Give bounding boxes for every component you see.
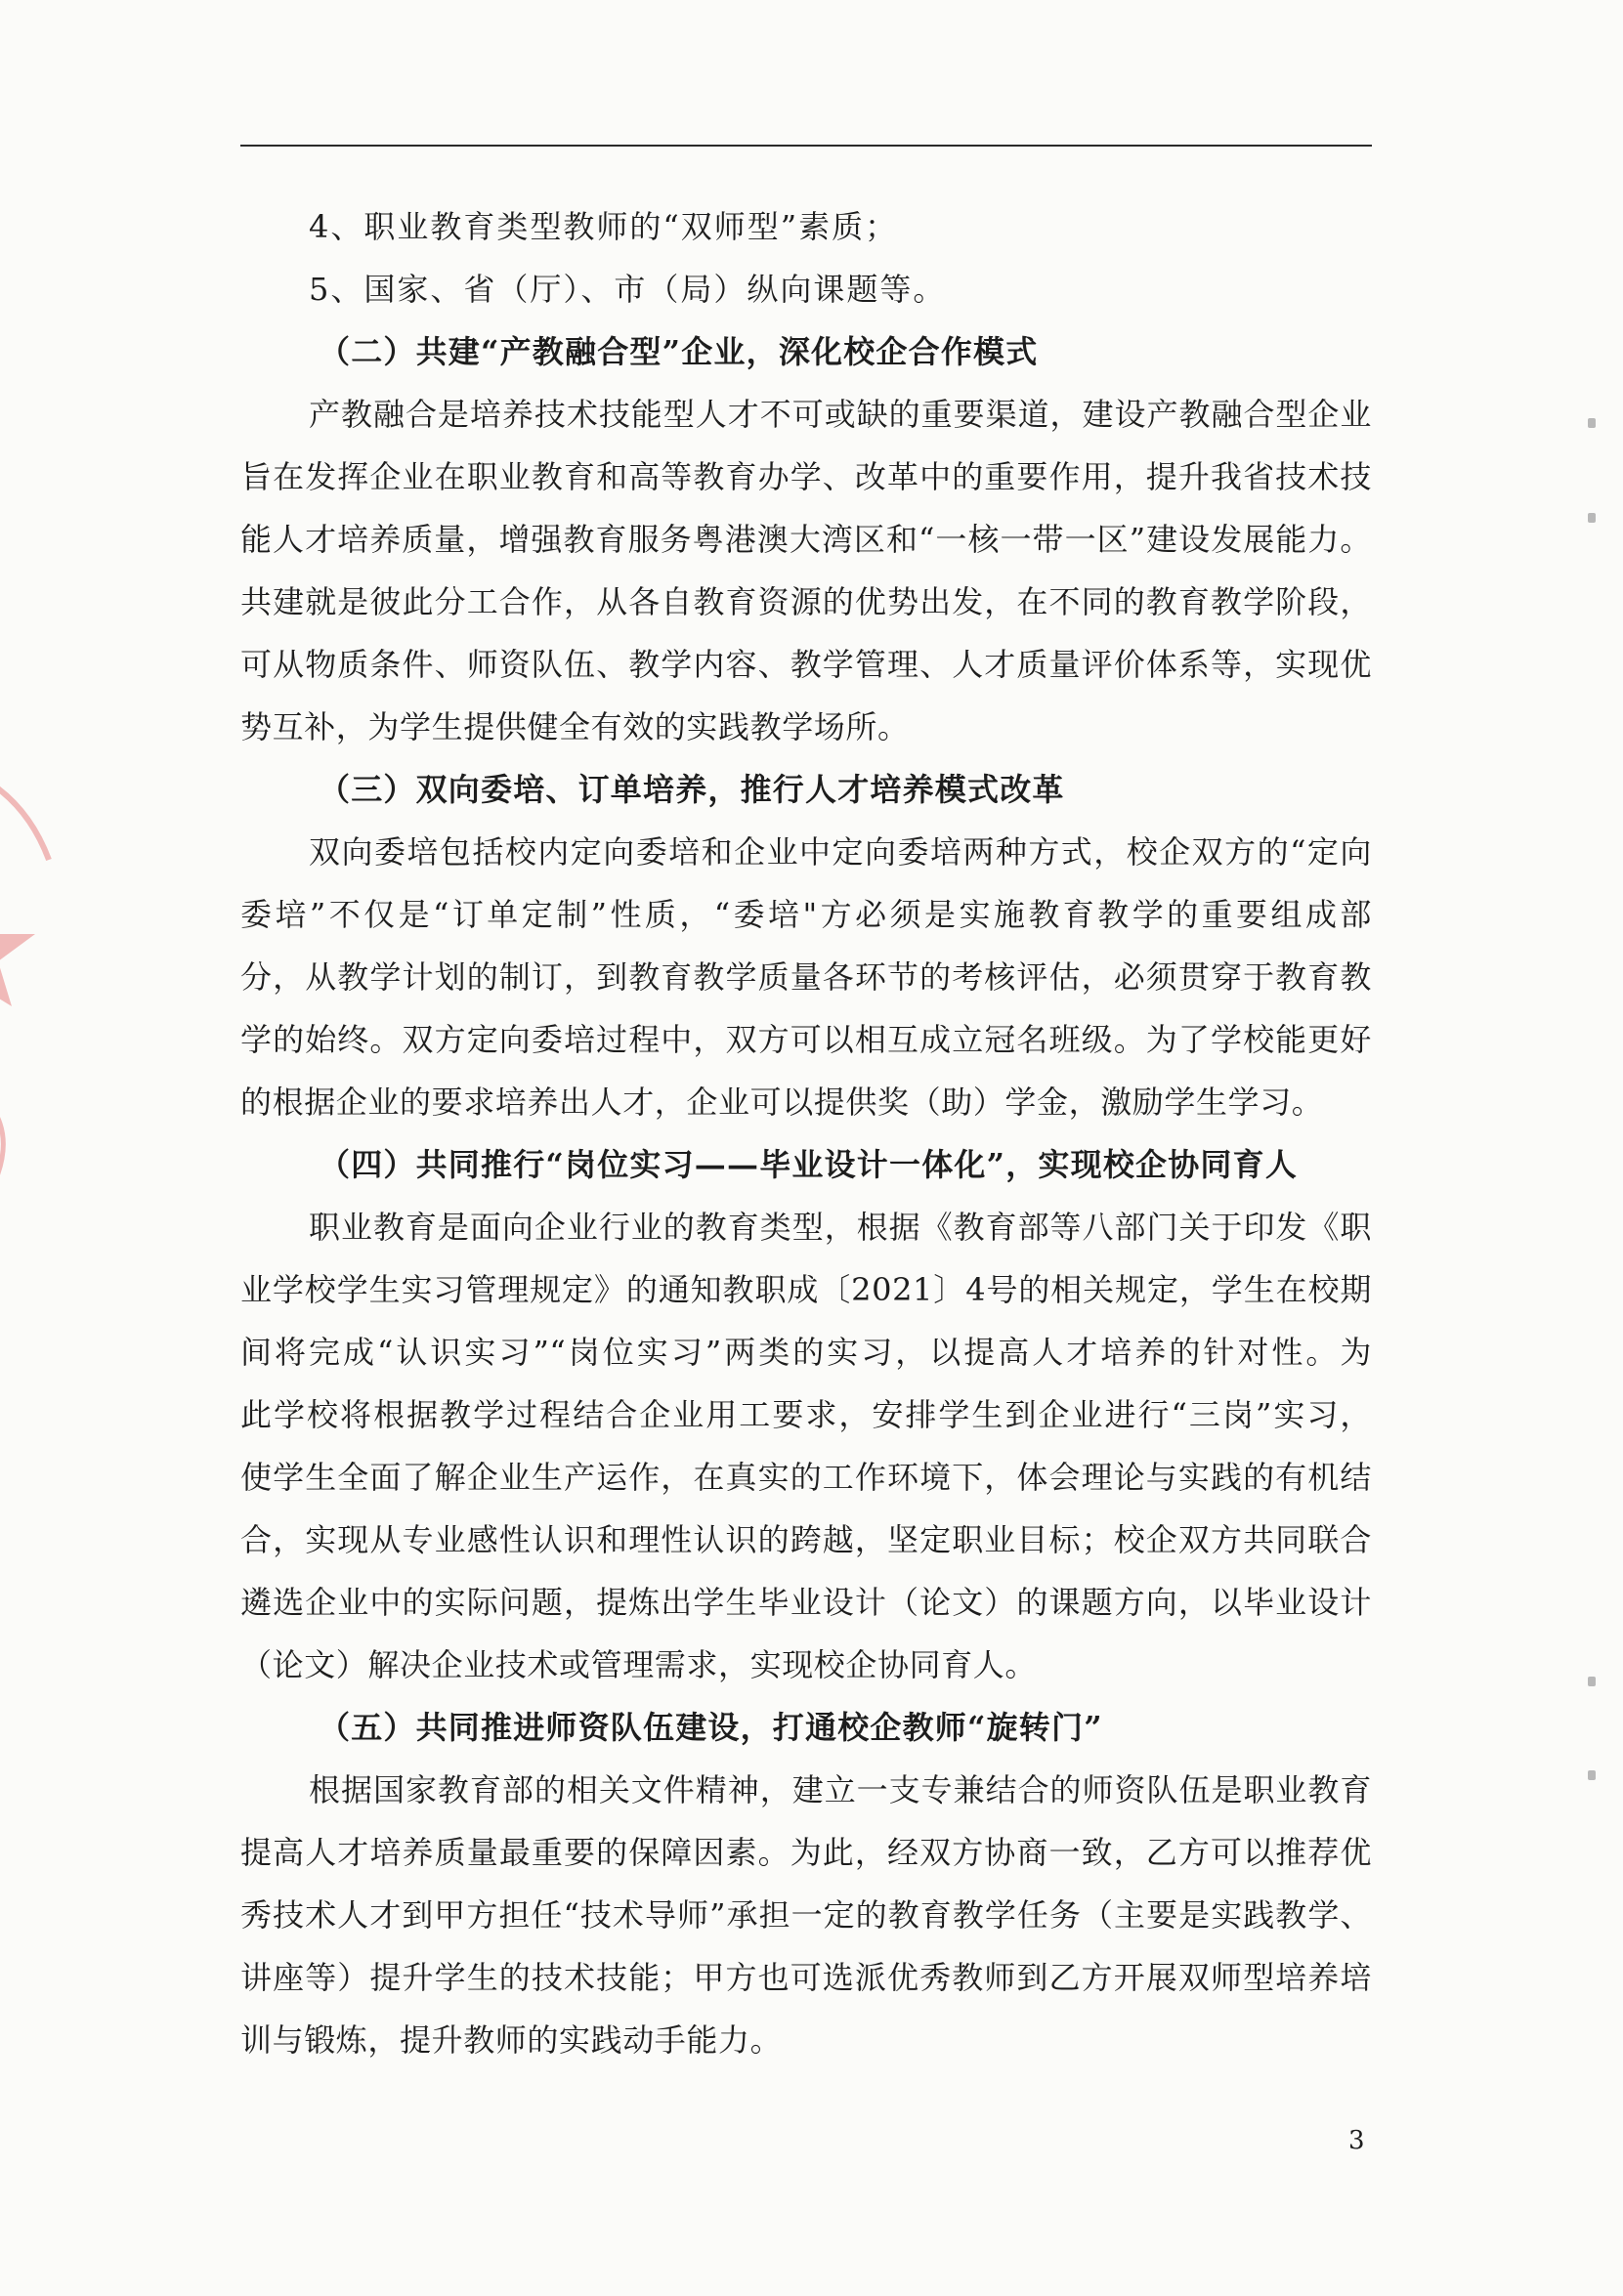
paragraph-line: 势互补，为学生提供健全有效的实践教学场所。 bbox=[240, 708, 910, 745]
header-rule bbox=[240, 145, 1372, 147]
paragraph-line: 训与锻炼，提升教师的实践动手能力。 bbox=[240, 2021, 783, 2059]
paragraph-line: 业学校学生实习管理规定》的通知教职成〔2021〕4号的相关规定，学生在校期 bbox=[240, 1271, 1372, 1308]
section-heading-5: （五）共同推进师资队伍建设，打通校企教师“旋转门” bbox=[319, 1709, 1103, 1746]
paragraph-line: 旨在发挥企业在职业教育和高等教育办学、改革中的重要作用，提升我省技术技 bbox=[240, 458, 1372, 495]
section-heading-2: （二）共建“产教融合型”企业，深化校企合作模式 bbox=[319, 333, 1039, 370]
paragraph-line: 能人才培养质量，增强教育服务粤港澳大湾区和“一核一带一区”建设发展能力。 bbox=[240, 521, 1372, 558]
paragraph-line: 委培”不仅是“订单定制”性质，“委培"方必须是实施教育教学的重要组成部 bbox=[240, 896, 1372, 933]
paragraph-line: 职业教育是面向企业行业的教育类型，根据《教育部等八部门关于印发《职 bbox=[309, 1209, 1372, 1246]
document-body bbox=[240, 195, 1372, 2071]
page-number: 3 bbox=[1348, 2126, 1365, 2155]
paragraph-line: 间将完成“认识实习”“岗位实习”两类的实习，以提高人才培养的针对性。为 bbox=[240, 1334, 1372, 1371]
paragraph-line: 秀技术人才到甲方担任“技术导师”承担一定的教育教学任务（主要是实践教学、 bbox=[240, 1896, 1372, 1934]
paragraph-line: 合，实现从专业感性认识和理性认识的跨越，坚定职业目标；校企双方共同联合 bbox=[240, 1521, 1372, 1558]
scan-mark bbox=[1588, 513, 1596, 523]
paragraph-line: （论文）解决企业技术或管理需求，实现校企协同育人。 bbox=[240, 1646, 1038, 1683]
paragraph-line: 的根据企业的要求培养出人才，企业可以提供奖（助）学金，激励学生学习。 bbox=[240, 1084, 1324, 1121]
paragraph-line: 此学校将根据教学过程结合企业用工要求，安排学生到企业进行“三岗”实习， bbox=[240, 1396, 1372, 1433]
paragraph-line: 产教融合是培养技术技能型人才不可或缺的重要渠道，建设产教融合型企业 bbox=[309, 396, 1372, 433]
scan-mark bbox=[1588, 1677, 1596, 1686]
paragraph-line: 分，从教学计划的制订，到教育教学质量各环节的考核评估，必须贯穿于教育教 bbox=[240, 958, 1372, 996]
section-heading-4: （四）共同推行“岗位实习——毕业设计一体化”，实现校企协同育人 bbox=[319, 1146, 1299, 1183]
list-item-4: 4、职业教育类型教师的“双师型”素质； bbox=[309, 208, 899, 245]
section-heading-3: （三）双向委培、订单培养，推行人才培养模式改革 bbox=[319, 771, 1065, 808]
paragraph-line: 根据国家教育部的相关文件精神，建立一支专兼结合的师资队伍是职业教育 bbox=[309, 1771, 1372, 1808]
scan-mark bbox=[1588, 418, 1596, 428]
paragraph-line: 使学生全面了解企业生产运作，在真实的工作环境下，体会理论与实践的有机结 bbox=[240, 1459, 1372, 1496]
paragraph-line: 遴选企业中的实际问题，提炼出学生毕业设计（论文）的课题方向，以毕业设计 bbox=[240, 1584, 1372, 1621]
paragraph-line: 双向委培包括校内定向委培和企业中定向委培两种方式，校企双方的“定向 bbox=[309, 833, 1372, 871]
paragraph-line: 提高人才培养质量最重要的保障因素。为此，经双方协商一致，乙方可以推荐优 bbox=[240, 1834, 1372, 1871]
paragraph-line: 讲座等）提升学生的技术技能；甲方也可选派优秀教师到乙方开展双师型培养培 bbox=[240, 1959, 1372, 1996]
list-item-5: 5、国家、省（厅）、市（局）纵向课题等。 bbox=[309, 271, 947, 308]
scan-mark bbox=[1588, 1770, 1596, 1780]
paragraph-line: 学的始终。双方定向委培过程中，双方可以相互成立冠名班级。为了学校能更好 bbox=[240, 1021, 1372, 1058]
red-seal-stamp-partial bbox=[0, 743, 88, 1231]
paragraph-line: 可从物质条件、师资队伍、教学内容、教学管理、人才质量评价体系等，实现优 bbox=[240, 646, 1372, 683]
paragraph-line: 共建就是彼此分工合作，从各自教育资源的优势出发，在不同的教育教学阶段， bbox=[240, 583, 1372, 620]
